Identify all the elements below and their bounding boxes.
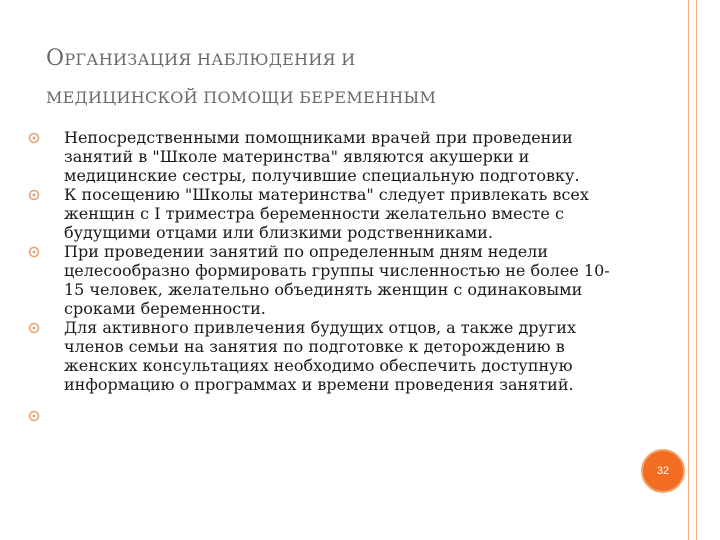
list-item <box>28 128 628 185</box>
list-item <box>28 318 628 394</box>
list-item-text: При проведении занятий по определенным дням недели целесообразно формировать группы численностью не более 10-15 человек, желательно объединять женщин с одинаковыми сроками беременности. <box>64 242 610 318</box>
decorative-border-line <box>696 0 697 540</box>
title-line-1 <box>46 40 646 79</box>
list-item-text: Для активного привлечения будущих отцов, а также других членов семьи на занятия по подготовке к деторождению в женских консультациях необходимо обеспечить доступную информацию о программах и времени проведения занятий. <box>64 318 576 394</box>
list-item-text: К посещению "Школы материнства" следует привлекать всех женщин с I триместра беременности желательно вместе с будущими отцами или близкими родственниками. <box>64 185 589 242</box>
circle-bullet-icon <box>28 246 40 258</box>
page-number-badge <box>641 449 685 493</box>
circle-bullet-icon <box>28 132 40 144</box>
bullet-list <box>28 128 628 426</box>
list-item-empty <box>28 406 628 426</box>
list-item <box>28 185 628 242</box>
list-item-text: Непосредственными помощниками врачей при проведении занятий в "Школе материнства" являются акушерки и медицинские сестры, получившие специальную подготовку. <box>64 128 580 185</box>
circle-bullet-icon <box>28 322 40 334</box>
title-line-1-text: РГАНИЗАЦИЯ НАБЛЮДЕНИЯ И <box>64 50 356 69</box>
slide-title <box>46 40 646 117</box>
title-line-2: МЕДИЦИНСКОЙ ПОМОЩИ БЕРЕМЕННЫМ <box>46 88 437 107</box>
circle-bullet-icon <box>28 410 40 422</box>
title-initial: О <box>46 46 65 71</box>
decorative-border-line <box>688 0 689 540</box>
list-item <box>28 242 628 318</box>
circle-bullet-icon <box>28 189 40 201</box>
page-number: 32 <box>656 465 670 477</box>
